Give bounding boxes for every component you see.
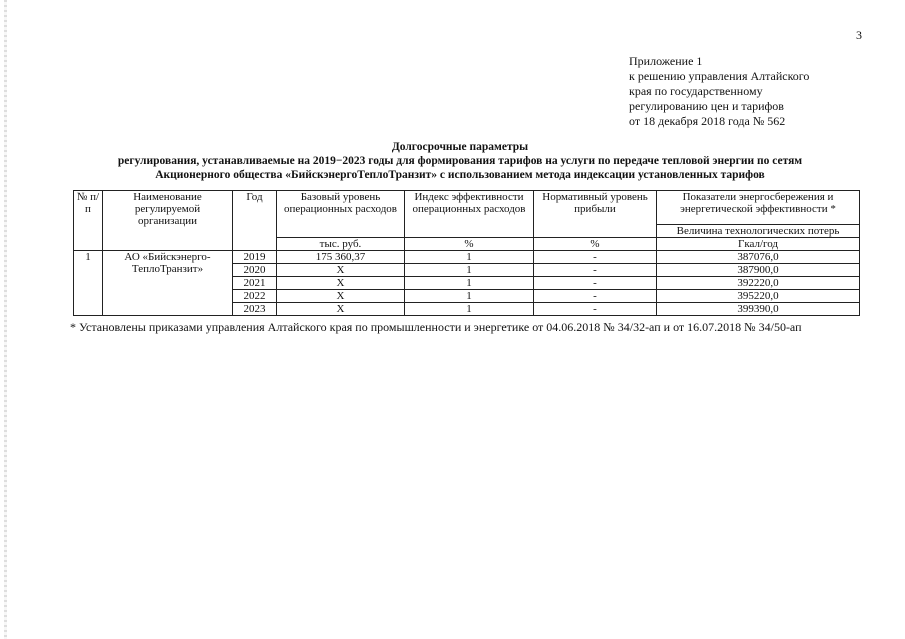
- cell-base: Х: [277, 303, 405, 316]
- title-line: регулирования, устанавливаемые на 2019−2023 годы для формирования тарифов на услуги по передаче тепловой энергии по сетям: [117, 155, 803, 167]
- header-index: Индекс эффективности операционных расходов: [405, 191, 534, 238]
- header-base: Базовый уровень операционных расходов: [277, 191, 405, 238]
- cell-year: 2019: [233, 251, 277, 264]
- cell-base: Х: [277, 264, 405, 277]
- unit-losses: Гкал/год: [657, 238, 860, 251]
- page-number: 3: [856, 28, 862, 42]
- cell-losses: 387076,0: [657, 251, 860, 264]
- cell-index: 1: [405, 290, 534, 303]
- document-title: [60, 140, 860, 182]
- cell-profit: -: [534, 303, 657, 316]
- appendix-header: [629, 54, 809, 129]
- cell-profit: -: [534, 277, 657, 290]
- header-profit: Нормативный уровень прибыли: [534, 191, 657, 238]
- cell-year: 2022: [233, 290, 277, 303]
- cell-index: 1: [405, 251, 534, 264]
- cell-losses: 392220,0: [657, 277, 860, 290]
- header-year: Год: [233, 191, 277, 251]
- header-num: № п/п: [74, 191, 103, 251]
- cell-year: 2021: [233, 277, 277, 290]
- unit-base: тыс. руб.: [277, 238, 405, 251]
- header-org: Наименование регулируемой организации: [103, 191, 233, 251]
- title-line: Долгосрочные параметры: [391, 141, 529, 153]
- appendix-line: к решению управления Алтайского: [629, 69, 810, 83]
- unit-index: %: [405, 238, 534, 251]
- table-header-row: [74, 191, 860, 225]
- cell-index: 1: [405, 264, 534, 277]
- cell-base: 175 360,37: [277, 251, 405, 264]
- tariff-parameters-table: [73, 190, 860, 316]
- scan-edge-artifact: [4, 0, 7, 639]
- cell-year: 2020: [233, 264, 277, 277]
- cell-losses: 387900,0: [657, 264, 860, 277]
- org-name: АО «Бийскэнерго-ТеплоТранзит»: [103, 251, 233, 316]
- cell-losses: 395220,0: [657, 290, 860, 303]
- cell-index: 1: [405, 277, 534, 290]
- cell-index: 1: [405, 303, 534, 316]
- appendix-line: регулированию цен и тарифов: [629, 99, 784, 113]
- cell-profit: -: [534, 251, 657, 264]
- appendix-line: края по государственному: [629, 84, 763, 98]
- cell-base: Х: [277, 290, 405, 303]
- footnote: * Установлены приказами управления Алтайского края по промышленности и энергетике от 04.06.2018 № 34/32-ап и от 16.07.2018 № 34/50-ап: [70, 320, 802, 334]
- cell-losses: 399390,0: [657, 303, 860, 316]
- cell-year: 2023: [233, 303, 277, 316]
- org-number: 1: [74, 251, 103, 316]
- cell-profit: -: [534, 264, 657, 277]
- unit-profit: %: [534, 238, 657, 251]
- title-line: Акционерного общества «БийскэнергоТеплоТранзит» с использованием метода индексации установленных тарифов: [155, 169, 765, 181]
- table-row: [74, 251, 860, 264]
- header-losses: Величина технологических потерь: [657, 225, 860, 238]
- cell-base: Х: [277, 277, 405, 290]
- appendix-line: от 18 декабря 2018 года № 562: [629, 114, 786, 128]
- header-energy: Показатели энергосбережения и энергетической эффективности *: [657, 191, 860, 225]
- cell-profit: -: [534, 290, 657, 303]
- appendix-line: Приложение 1: [629, 54, 703, 68]
